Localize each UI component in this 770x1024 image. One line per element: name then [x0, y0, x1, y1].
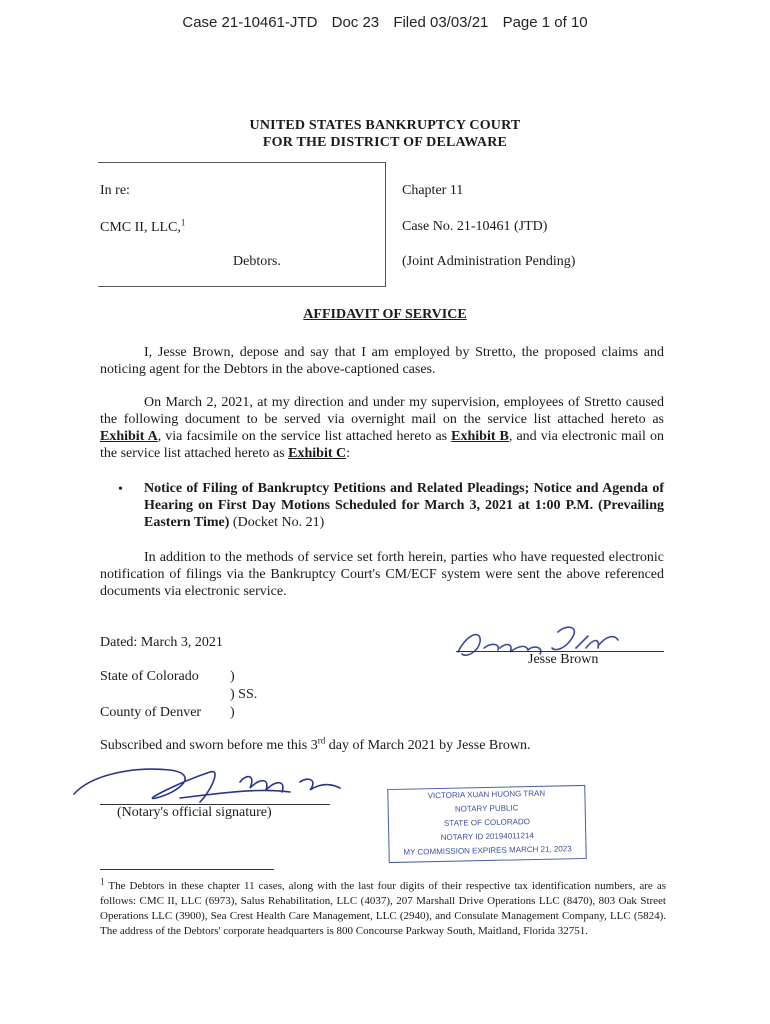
bullet-point: •	[118, 482, 123, 497]
served-document-docket: (Docket No. 21)	[229, 515, 325, 530]
stamp-notary-name: VICTORIA XUAN HUONG TRAN	[427, 788, 546, 801]
venue-county: County of Denver	[100, 705, 202, 720]
footnote	[100, 876, 666, 939]
stamp-state: STATE OF COLORADO	[443, 817, 531, 828]
subscribed-text-1: Subscribed and sworn before me this 3	[100, 738, 318, 753]
signer-name: Jesse Brown	[528, 652, 599, 667]
service-text-4: :	[346, 446, 350, 461]
caption-joint-administration: (Joint Administration Pending)	[402, 254, 576, 269]
case-number-header: Case 21-10461-JTD	[182, 14, 318, 31]
caption-bottom-rule	[98, 286, 386, 287]
court-line-1: UNITED STATES BANKRUPTCY COURT	[249, 118, 521, 133]
filing-header	[0, 14, 770, 31]
filed-date-header: Filed 03/03/21	[393, 14, 489, 31]
venue-ss: ) SS.	[230, 687, 258, 702]
docket-number-header: Doc 23	[331, 14, 380, 31]
caption-case-number: Case No. 21-10461 (JTD)	[402, 219, 548, 234]
page-number-header: Page 1 of 10	[502, 14, 588, 31]
document-title: AFFIDAVIT OF SERVICE	[303, 307, 467, 322]
subscribed-text-2: day of March 2021 by Jesse Brown.	[325, 738, 531, 753]
footnote-number: 1	[100, 876, 105, 887]
venue-state: State of Colorado	[100, 669, 199, 684]
debtor-name-text: CMC II, LLC,	[100, 220, 181, 235]
stamp-title: NOTARY PUBLIC	[454, 803, 519, 814]
footnote-text: The Debtors in these chapter 11 cases, along with the last four digits of their respective tax identification numbers, are as follows: CMC II, LLC (6973), Salus Rehabilitation, LLC (4037), 207 Marshall Drive Operations LLC (8470), 803 Oak Street Operations LLC (3900), Sea Crest Health Care Management, LLC (2940), and Consulate Management Company, LLC (5824). The address of the Debtors' corporate headquarters is 800 Concourse Parkway South, Maitland, Florida 32751.	[100, 880, 666, 937]
service-text-1: On March 2, 2021, at my direction and under my supervision, employees of Stretto caused the following document to be served via overnight mail on the service list attached hereto as	[100, 395, 664, 427]
caption-debtors: Debtors.	[233, 254, 281, 269]
notary-signature-caption: (Notary's official signature)	[117, 805, 272, 820]
exhibit-a-ref: Exhibit A	[100, 429, 158, 444]
footnote-rule	[100, 869, 274, 870]
ordinal-suffix: rd	[317, 735, 326, 746]
dated-line: Dated: March 3, 2021	[100, 635, 223, 650]
paragraph-cmecf: In addition to the methods of service set forth herein, parties who have requested electronic notification of filings via the Bankruptcy Court's CM/ECF system were sent the above referenced documents via electronic service.	[100, 550, 664, 599]
service-text-3: , and via electronic mail on the service list attached hereto as	[100, 429, 664, 461]
served-document-title: Notice of Filing of Bankruptcy Petitions and Related Pleadings; Notice and Agenda of Hearing on First Day Motions Scheduled for March 3, 2021 at 1:00 P.M. (Prevailing Eastern Time)	[144, 481, 664, 530]
paragraph-employment: I, Jesse Brown, depose and say that I am employed by Stretto, the proposed claims and noticing agent for the Debtors in the above-captioned cases.	[100, 345, 664, 377]
footnote-ref: 1	[180, 217, 186, 228]
caption-top-rule	[98, 162, 386, 163]
caption-debtor-name	[100, 217, 186, 236]
caption-vertical-rule	[385, 162, 386, 286]
exhibit-b-ref: Exhibit B	[451, 429, 509, 444]
court-name	[0, 117, 770, 151]
notary-stamp	[387, 785, 587, 863]
served-document	[144, 480, 664, 531]
stamp-expiration: MY COMMISSION EXPIRES MARCH 21, 2023	[403, 844, 572, 857]
stamp-notary-id: NOTARY ID 20194011214	[440, 831, 534, 842]
caption-in-re: In re:	[100, 183, 130, 198]
venue-paren-3: )	[230, 705, 235, 720]
exhibit-c-ref: Exhibit C	[288, 446, 347, 461]
service-text-2: , via facsimile on the service list attached hereto as	[157, 429, 452, 444]
caption-chapter: Chapter 11	[402, 183, 464, 198]
court-line-2: FOR THE DISTRICT OF DELAWARE	[262, 135, 508, 150]
paragraph-service	[100, 394, 664, 462]
venue-paren-1: )	[230, 669, 235, 684]
